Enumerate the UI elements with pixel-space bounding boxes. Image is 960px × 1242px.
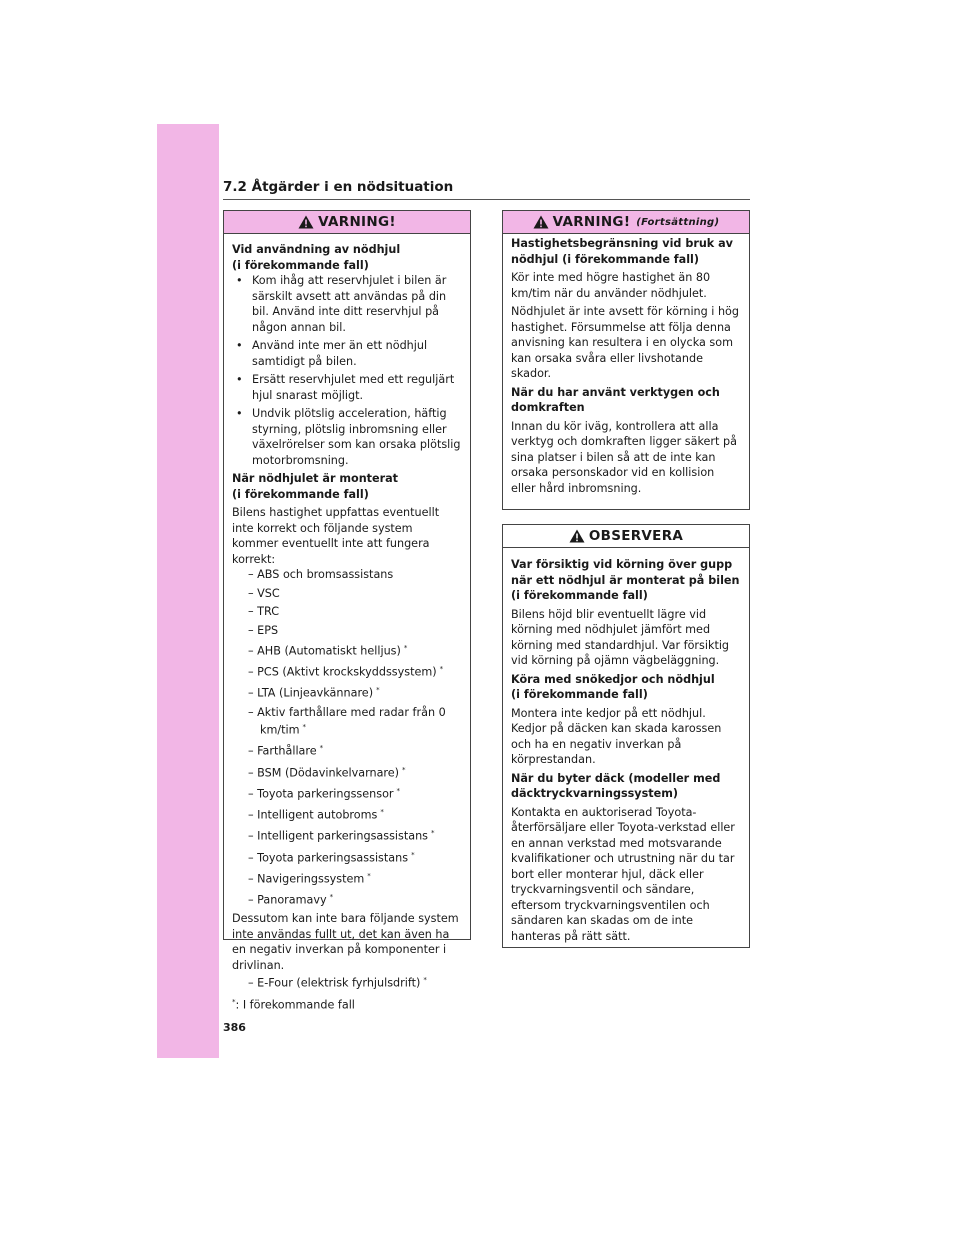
footnote-text: : I förekommande fall [235,998,355,1012]
footnote-marker: * [403,644,408,652]
warning-box-header [224,211,470,234]
paragraph: Montera inte kedjor på ett nödhjul. Kedjor på däcken kan skada karossen och ha en negativ inverkan på körprestandan. [511,706,722,766]
list-item [232,784,462,802]
footnote-marker: * [402,765,406,774]
notice-box-header [503,525,749,548]
list-item-text: – VSC [248,586,280,600]
list-item-text: – Intelligent parkeringsassistans [248,830,429,844]
system-list [232,567,462,908]
subheading: När du har använt verktygen och [511,385,720,399]
chapter-tab-bar [157,124,219,1058]
warning-box-header [503,211,749,234]
footnote [232,995,462,1013]
page-number: 386 [223,1021,246,1034]
bullet-text: Undvik plötslig acceleration, häftig styrning, plötslig inbromsning eller växelrörelser som kan orsaka plötslig motorbromsning. [252,407,461,467]
continuation-label: (Fortsättning) [636,216,720,228]
subheading: däcktryckvarningssystem) [511,787,678,800]
list-item [232,662,462,680]
list-item-text: – EPS [248,623,279,637]
bullet-dot: • [236,373,243,386]
list-item-text: – Panoramavy [248,893,327,907]
subheading: (i förekommande fall) [232,258,369,272]
paragraph: Bilens hastighet uppfattas eventuellt inte korrekt och följande system kommer eventuellt inte att fungera korrekt: [232,506,440,566]
footnote-marker: * [376,686,380,695]
notice-box [502,524,750,948]
list-item-text: – LTA (Linjeavkännare) [248,687,374,701]
list-item-text: – Intelligent autobroms [248,808,378,822]
notice-heading: OBSERVERA [588,528,684,544]
list-item [232,623,462,639]
subheading: (i förekommande fall) [511,589,648,602]
bullet-text: Använd inte mer än ett nödhjul samtidigt på bilen. [252,339,428,368]
warning-content [224,234,470,1013]
subheading: När du byter däck (modeller med [511,771,721,785]
list-item [232,567,462,583]
subheading: Hastighetsbegränsning vid bruk av [511,237,733,250]
list-item [232,586,462,602]
list-item [232,890,462,908]
warning-triangle-icon [298,215,314,229]
bullet-text: Kom ihåg att reservhjulet i bilen är särskilt avsett att användas på din bil. Använd inte ditt reservhjul på någon annan bil. [252,274,447,334]
bullet-dot: • [236,274,243,287]
subheading: (i förekommande fall) [232,487,369,501]
paragraph: Innan du kör iväg, kontrollera att alla verktyg och domkraften ligger säkert på sina platser i bilen så att de inte kan orsaka personskador vid en kollision eller hård inbromsning. [511,419,737,495]
notice-content [503,548,749,944]
footnote-marker: * [367,871,371,880]
footnote-marker: * [439,665,444,674]
footnote-marker: * [423,976,427,985]
subheading: (i förekommande fall) [511,688,648,701]
subheading: Var försiktig vid körning över gupp [511,558,733,571]
paragraph: Bilens höjd blir eventuellt lägre vid körning med nödhjulet jämfört med körning med standardhjul. Var försiktig vid körning på ojämn vägbeläggning. [511,607,730,667]
list-item [232,741,462,759]
footnote-marker: * [329,893,334,902]
list-item-text: – E-Four (elektrisk fyrhjulsdrift) [248,977,421,991]
section-rule [223,199,750,200]
bullet-item [232,338,462,369]
list-item-text: – AHB (Automatiskt helljus) [248,644,401,658]
footnote-marker: * [319,744,324,753]
warning-triangle-icon [533,215,549,229]
warning-box [223,210,471,1012]
bullet-item [232,273,462,335]
list-item-text: – ABS och bromsassistans [248,568,394,581]
bullet-item [232,406,462,468]
subheading: nödhjul (i förekommande fall) [511,252,699,266]
notice-triangle-icon [569,529,585,543]
subheading: domkraften [511,401,585,414]
subheading: när ett nödhjul är monterat på bilen [511,573,740,587]
footnote-marker: * [396,786,401,795]
subheading: Vid användning av nödhjul [232,243,401,256]
list-item-text: – Navigeringssystem [248,872,365,886]
list-item [232,805,462,823]
list-item-text: – Toyota parkeringssensor [248,787,394,801]
list-item [232,869,462,887]
footnote-marker: * [411,850,415,859]
bullet-dot: • [236,339,243,352]
list-item [232,848,462,866]
footnote-marker: * [380,808,384,817]
subheading: Köra med snökedjor och nödhjul [511,672,715,686]
list-item-text: – PCS (Aktivt krockskyddssystem) [248,665,437,679]
warning-heading: VARNING! [552,214,631,230]
section-title: 7.2 Åtgärder i en nödsituation [223,179,454,195]
list-item [232,826,462,844]
bullet-list [232,273,462,468]
list-item-text: – Aktiv farthållare med radar från 0 km/tim [248,705,446,737]
bullet-dot: • [236,407,243,420]
list-item-text: – Farthållare [248,745,317,759]
paragraph: Kör inte med högre hastighet än 80 km/tim när du använder nödhjulet. [511,271,711,300]
list-item-text: – BSM (Dödavinkelvarnare) [248,766,400,780]
warning-content [503,234,749,496]
list-item [232,705,462,739]
list-item-text: – TRC [248,605,280,618]
paragraph: Dessutom kan inte bara följande system inte användas fullt ut, det kan även ha en negativ inverkan på komponenter i drivlinan. [232,912,459,972]
list-item [232,604,462,620]
footnote-marker: * [302,723,307,732]
list-item [232,683,462,701]
list-item [232,641,462,659]
list-item-text: – Toyota parkeringsassistans [248,851,409,865]
list-item [232,763,462,781]
footnote-marker: * [232,997,236,1006]
paragraph: Kontakta en auktoriserad Toyota-återförsäljare eller Toyota-verkstad eller en annan verkstad med motsvarande kvalifikationer och utrustning när du tar bort eller monterar hjul, däck eller tryckvarningsventil och sändare, eftersom tryckvarningsventilen och sändaren kan skadas om de inte hanteras på rätt sätt. [511,805,735,943]
footnote-marker: * [431,829,435,838]
bullet-text: Ersätt reservhjulet med ett reguljärt hjul snarast möjligt. [252,373,455,402]
bullet-item [232,372,462,403]
list-item [232,973,462,991]
warning-continued-box [502,210,750,510]
subheading: När nödhjulet är monterat [232,472,399,485]
warning-heading: VARNING! [318,214,396,230]
paragraph: Nödhjulet är inte avsett för körning i hög hastighet. Försummelse att följa denna anvisning kan resultera i en olycka som kan orsaka svåra eller livshotande skador. [511,305,740,380]
